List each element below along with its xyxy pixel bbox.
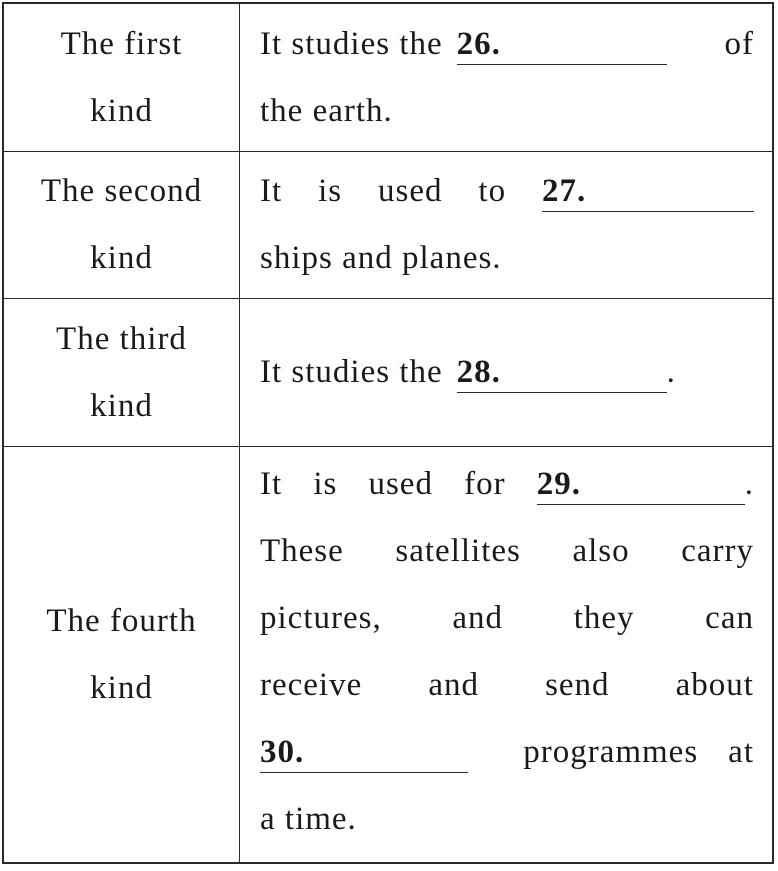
kind-label-line: The third [56, 320, 187, 357]
table-row [4, 447, 772, 862]
blank-number: 26. [456, 25, 501, 62]
description-cell [240, 152, 772, 298]
word: and [428, 667, 479, 703]
text-fragment: a time. [260, 801, 357, 837]
kind-label-line: kind [90, 387, 153, 424]
word: to [478, 173, 507, 209]
table-row [4, 152, 772, 299]
text-fragment: ships and planes. [260, 240, 502, 276]
word: and [452, 600, 504, 636]
fill-in-table [2, 2, 774, 864]
word: It [260, 466, 283, 502]
blank-number: 30. [260, 734, 305, 770]
description-cell [240, 4, 772, 151]
word: is [318, 173, 343, 209]
text-fragment: the earth. [260, 92, 393, 129]
text-fragment: . [666, 354, 676, 390]
text-fragment: . [744, 466, 754, 502]
blank-number: 28. [456, 354, 501, 390]
text-line [260, 786, 754, 853]
word: is [313, 466, 338, 502]
text-line [260, 652, 754, 719]
word: receive [260, 667, 363, 703]
word: also [572, 533, 630, 569]
text-line [260, 518, 754, 585]
blank-number: 27. [541, 173, 587, 209]
word: carry [681, 533, 754, 569]
kind-cell [4, 4, 240, 151]
blank-number: 29. [536, 466, 581, 502]
text-fragment: It studies the [260, 25, 443, 62]
kind-label-line: kind [90, 669, 153, 706]
kind-label-line: kind [90, 92, 153, 129]
text-line [260, 585, 754, 652]
word: programmes [523, 734, 699, 770]
text-fragment: It studies the [260, 354, 443, 390]
kind-label-line: The fourth [46, 602, 197, 639]
text-line [260, 11, 754, 78]
word: used [368, 466, 433, 502]
text-line [260, 225, 754, 292]
kind-cell [4, 152, 240, 298]
word: they [573, 600, 635, 636]
blank-27[interactable] [542, 171, 754, 212]
word: can [705, 600, 754, 636]
text-fragment: of [724, 25, 754, 62]
word: satellites [395, 533, 521, 569]
text-line [260, 78, 754, 145]
text-line [260, 158, 754, 225]
kind-label-line: kind [90, 240, 153, 276]
word: pictures, [260, 600, 382, 636]
kind-label-line: The first [60, 25, 183, 62]
blank-29[interactable] [537, 464, 745, 505]
word: at [728, 734, 754, 770]
word: These [260, 533, 344, 569]
kind-cell [4, 447, 240, 862]
text-line [260, 719, 754, 786]
text-line [260, 339, 754, 406]
kind-cell [4, 299, 240, 446]
word: used [378, 173, 443, 209]
word: send [545, 667, 610, 703]
text-line [260, 451, 754, 518]
kind-label-line: The second [40, 173, 203, 209]
description-cell [240, 299, 772, 446]
word: It [260, 173, 283, 209]
word: about [675, 667, 754, 703]
blank-30[interactable] [260, 732, 468, 773]
blank-26[interactable] [457, 24, 667, 65]
table-row [4, 299, 772, 447]
description-cell [240, 447, 772, 862]
word: for [464, 466, 506, 502]
table-row [4, 4, 772, 152]
blank-28[interactable] [457, 352, 667, 393]
